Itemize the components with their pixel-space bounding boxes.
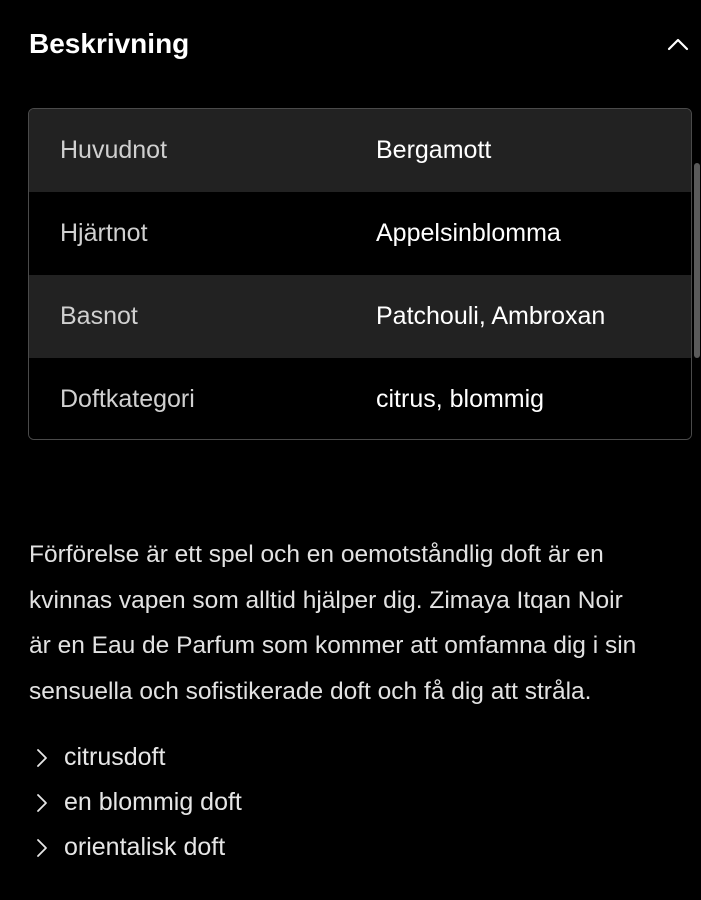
product-description xyxy=(29,532,694,714)
feature-label: en blommig doft xyxy=(64,788,242,816)
description-line: är en Eau de Parfum som kommer att omfamna dig i sin xyxy=(29,632,637,659)
feature-label: orientalisk doft xyxy=(64,833,226,861)
section-title: Beskrivning xyxy=(29,28,190,59)
list-item xyxy=(34,735,242,780)
note-value: citrus, blommig xyxy=(376,385,545,413)
table-row xyxy=(29,275,691,358)
feature-label: citrusdoft xyxy=(64,743,166,771)
chevron-up-icon[interactable] xyxy=(666,32,690,56)
note-label: Doftkategori xyxy=(60,385,195,413)
description-line: kvinnas vapen som alltid hjälper dig. Zimaya Itqan Noir xyxy=(29,586,623,614)
note-value: Appelsinblomma xyxy=(376,219,561,247)
note-value: Bergamott xyxy=(376,136,492,164)
table-row xyxy=(29,358,691,440)
table-row xyxy=(29,109,691,192)
fragrance-notes-table xyxy=(28,108,692,440)
table-row xyxy=(29,192,691,275)
description-line: sensuella och sofistikerade doft och få dig att stråla. xyxy=(29,677,592,705)
chevron-right-icon xyxy=(34,792,50,814)
description-section-header[interactable] xyxy=(0,0,701,90)
note-value: Patchouli, Ambroxan xyxy=(376,302,606,330)
chevron-right-icon xyxy=(34,837,50,859)
feature-list xyxy=(34,735,242,870)
note-label: Hjärtnot xyxy=(60,219,148,247)
description-line: Förförelse är ett spel och en oemotståndlig doft är en xyxy=(29,541,604,568)
note-label: Huvudnot xyxy=(60,136,168,164)
scrollbar[interactable] xyxy=(694,163,700,358)
chevron-right-icon xyxy=(34,747,50,769)
note-label: Basnot xyxy=(60,302,138,330)
list-item xyxy=(34,780,242,825)
list-item xyxy=(34,825,242,870)
